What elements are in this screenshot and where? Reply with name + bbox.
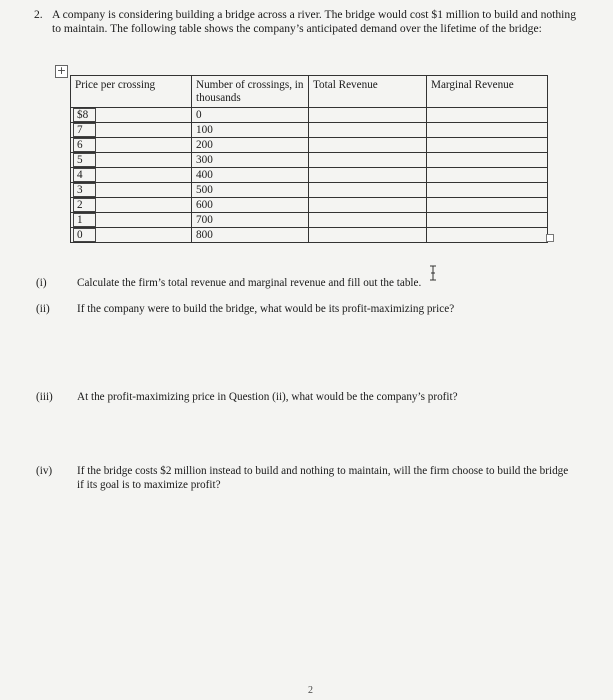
- total-revenue-cell[interactable]: [309, 168, 427, 183]
- table-row: [71, 153, 548, 168]
- price-cell: 2: [71, 198, 192, 213]
- page-number: 2: [308, 685, 313, 696]
- total-revenue-cell[interactable]: [309, 138, 427, 153]
- part-label: (ii): [36, 303, 50, 315]
- move-handle-icon[interactable]: +: [56, 64, 67, 77]
- crossings-cell: 300: [192, 153, 309, 168]
- part-text: At the profit-maximizing price in Question (ii), what would be the company’s profit?: [77, 391, 458, 403]
- price-cell: $8: [71, 108, 192, 123]
- crossings-cell: 400: [192, 168, 309, 183]
- marginal-revenue-cell[interactable]: [427, 213, 548, 228]
- table-row: [71, 183, 548, 198]
- text-cursor-icon: [428, 265, 438, 281]
- marginal-revenue-cell[interactable]: [427, 138, 548, 153]
- crossings-cell: 100: [192, 123, 309, 138]
- table-resize-handle[interactable]: [546, 234, 554, 242]
- total-revenue-cell[interactable]: [309, 183, 427, 198]
- price-cell: 4: [71, 168, 192, 183]
- table-row: [71, 138, 548, 153]
- header-crossings: Number of crossings, in thousands: [192, 76, 309, 108]
- crossings-cell: 600: [192, 198, 309, 213]
- marginal-revenue-cell[interactable]: [427, 198, 548, 213]
- part-label: (i): [36, 277, 47, 289]
- part-text: Calculate the firm’s total revenue and marginal revenue and fill out the table.: [77, 277, 422, 289]
- marginal-revenue-cell[interactable]: [427, 168, 548, 183]
- marginal-revenue-cell[interactable]: [427, 183, 548, 198]
- price-cell: 6: [71, 138, 192, 153]
- table-row: [71, 108, 548, 123]
- question-text: A company is considering building a bridge across a river. The bridge would cost $1 million to build and nothing to maintain. The following table shows the company’s anticipated demand over the lifetime of the bridge:: [52, 8, 576, 35]
- price-cell: 1: [71, 213, 192, 228]
- header-marginal-revenue: Marginal Revenue: [427, 76, 548, 108]
- total-revenue-cell[interactable]: [309, 123, 427, 138]
- price-cell: 0: [71, 228, 192, 243]
- price-cell: 5: [71, 153, 192, 168]
- marginal-revenue-cell[interactable]: [427, 108, 548, 123]
- total-revenue-cell[interactable]: [309, 228, 427, 243]
- table-row: [71, 213, 548, 228]
- question-number: 2.: [34, 8, 43, 21]
- marginal-revenue-cell[interactable]: [427, 228, 548, 243]
- part-label: (iv): [36, 465, 53, 477]
- table-row: [71, 198, 548, 213]
- price-cell: 7: [71, 123, 192, 138]
- crossings-cell: 200: [192, 138, 309, 153]
- crossings-cell: 500: [192, 183, 309, 198]
- marginal-revenue-cell[interactable]: [427, 153, 548, 168]
- part-text: If the company were to build the bridge, what would be its profit-maximizing price?: [77, 303, 455, 315]
- table-row: [71, 168, 548, 183]
- total-revenue-cell[interactable]: [309, 213, 427, 228]
- price-cell: 3: [71, 183, 192, 198]
- total-revenue-cell[interactable]: [309, 198, 427, 213]
- table-row: [71, 123, 548, 138]
- crossings-cell: 0: [192, 108, 309, 123]
- total-revenue-cell[interactable]: [309, 108, 427, 123]
- marginal-revenue-cell[interactable]: [427, 123, 548, 138]
- question-2: [34, 8, 579, 36]
- table-row: [71, 228, 548, 243]
- total-revenue-cell[interactable]: [309, 153, 427, 168]
- crossings-cell: 700: [192, 213, 309, 228]
- crossings-cell: 800: [192, 228, 309, 243]
- header-price: Price per crossing: [71, 76, 192, 108]
- part-label: (iii): [36, 391, 53, 403]
- part-text: If the bridge costs $2 million instead to build and nothing to maintain, will the firm choose to build the bridge if its goal is to maximize profit?: [77, 465, 569, 491]
- header-total-revenue: Total Revenue: [309, 76, 427, 108]
- demand-table: [70, 75, 548, 243]
- table-header-row: [71, 76, 548, 108]
